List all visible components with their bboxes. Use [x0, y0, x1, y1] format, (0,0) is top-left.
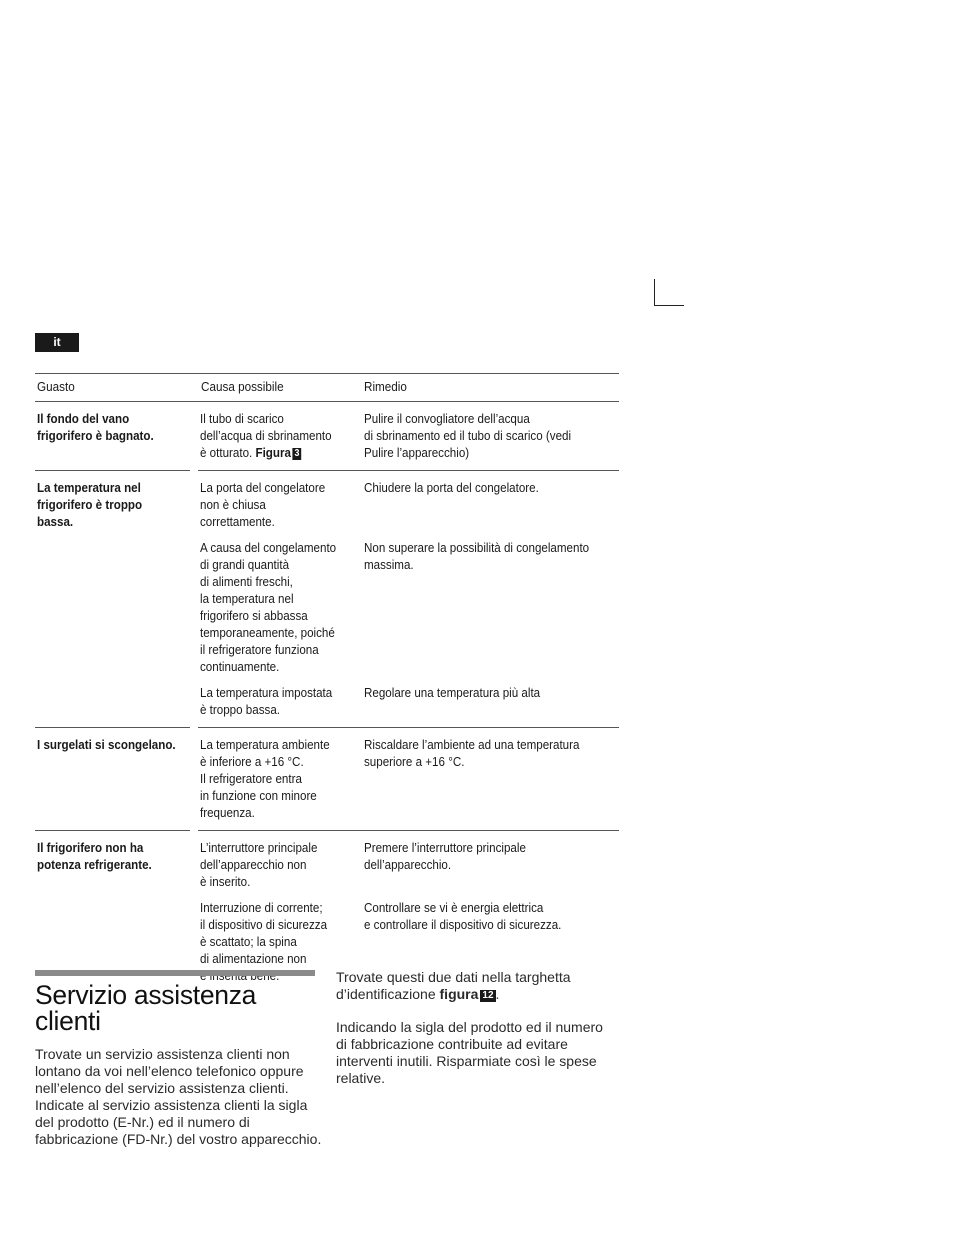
cell-line: non è chiusa — [200, 497, 266, 512]
fault-cell — [37, 839, 152, 873]
fault-cell — [37, 736, 176, 753]
cell-line: è troppo bassa. — [200, 702, 281, 717]
cell-line: frigorifero è bagnato. — [37, 428, 154, 443]
cell-line: La porta del congelatore — [200, 480, 326, 495]
cell-line: è inserito. — [200, 874, 251, 889]
cell-line: La temperatura ambiente — [200, 737, 330, 752]
cell-line: la temperatura nel — [200, 591, 294, 606]
troubleshooting-table — [35, 373, 619, 994]
cell-line: e controllare il dispositivo di sicurezza. — [364, 917, 562, 932]
remedy-cell — [364, 479, 539, 496]
cause-cell — [200, 839, 317, 890]
section-body: Trovate un servizio assistenza clienti non lontano da voi nell’elenco telefonico oppure nell’elenco del servizio assistenza clienti. Indicate al servizio assistenza clienti la sigla del prodotto (E-Nr.) ed il numero di fabbricazione (FD-Nr.) del vostro apparecchio. — [35, 1046, 322, 1147]
cell-line: è otturato. — [200, 445, 253, 460]
cell-line: Pulire l’apparecchio) — [364, 445, 470, 460]
fault-cell — [37, 479, 142, 530]
cell-line: di sbrinamento ed il tubo di scarico (vedi — [364, 428, 572, 443]
cell-line: I surgelati si scongelano. — [37, 737, 176, 752]
table-row — [35, 728, 619, 831]
cell-line: frequenza. — [200, 805, 255, 820]
remedy-cell — [364, 736, 579, 770]
cell-line: dell’apparecchio non — [200, 857, 307, 872]
figure-number-badge: 12 — [482, 990, 494, 1001]
figure-label: Figura — [255, 445, 291, 460]
cell-line: potenza refrigerante. — [37, 857, 152, 872]
cell-line: di alimentazione non — [200, 951, 307, 966]
cell-line: frigorifero si abbassa — [200, 608, 308, 623]
section-title: Servizio assistenza clienti — [35, 980, 257, 1036]
service-right-column — [336, 969, 616, 1103]
figure-number-badge: 3 — [294, 448, 300, 459]
cause-cell — [200, 479, 325, 530]
figure-label: figura — [439, 986, 479, 1002]
cell-line: è inferiore a +16 °C. — [200, 754, 304, 769]
cell-line: Riscaldare l’ambiente ad una temperatura — [364, 737, 580, 752]
table-row — [35, 402, 619, 471]
cell-line: L’interruttore principale — [200, 840, 318, 855]
cause-cell — [200, 539, 336, 675]
cell-line: continuamente. — [200, 659, 280, 674]
cell-line: Interruzione di corrente; — [200, 900, 323, 915]
cell-line: Il fondo del vano — [37, 411, 130, 426]
section-divider-bar — [35, 970, 315, 976]
cell-line: il refrigeratore funziona — [200, 642, 319, 657]
table-body — [35, 402, 619, 994]
cell-line: temporaneamente, poiché — [200, 625, 335, 640]
nameplate-text: Trovate questi due dati nella targhetta d’identificazione — [336, 969, 571, 1002]
figure-reference — [252, 445, 301, 460]
cell-line: massima. — [364, 557, 414, 572]
header-remedy: Rimedio — [364, 379, 407, 394]
remedy-cell — [364, 899, 561, 933]
cell-line: è scattato; la spina — [200, 934, 297, 949]
header-cause: Causa possibile — [201, 379, 284, 394]
cell-line: Il frigorifero non ha — [37, 840, 144, 855]
header-fault: Guasto — [37, 379, 75, 394]
cell-line: Non superare la possibilità di congelamento — [364, 540, 590, 555]
cell-line: La temperatura nel — [37, 480, 141, 495]
cell-line: La temperatura impostata — [200, 685, 333, 700]
table-row — [35, 471, 619, 728]
crop-mark — [654, 279, 684, 306]
cell-line: correttamente. — [200, 514, 275, 529]
cell-line: bassa. — [37, 514, 74, 529]
cell-line: frigorifero è troppo — [37, 497, 143, 512]
advice-paragraph: Indicando la sigla del prodotto ed il numero di fabbricazione contribuite ad evitare interventi inutili. Risparmiate così le spese relative. — [336, 1019, 603, 1086]
remedy-cell — [364, 539, 589, 573]
cell-line: Premere l’interruttore principale — [364, 840, 526, 855]
cell-line: A causa del congelamento — [200, 540, 337, 555]
cell-line: di alimenti freschi, — [200, 574, 293, 589]
remedy-cell — [364, 684, 540, 701]
fault-cell — [37, 410, 154, 444]
language-badge: it — [35, 333, 79, 352]
cell-line: in funzione con minore — [200, 788, 317, 803]
cause-cell — [200, 684, 332, 718]
cell-line: Il refrigeratore entra — [200, 771, 302, 786]
cause-cell — [200, 410, 332, 461]
remedy-cell — [364, 839, 526, 873]
cell-line: Il tubo di scarico — [200, 411, 284, 426]
cell-line: Chiudere la porta del congelatore. — [364, 480, 539, 495]
cause-cell — [200, 736, 330, 821]
cell-line: Pulire il convogliatore dell’acqua — [364, 411, 530, 426]
nameplate-paragraph — [336, 969, 616, 1003]
table-header — [35, 373, 619, 402]
cell-line: dell’acqua di sbrinamento — [200, 428, 332, 443]
remedy-cell — [364, 410, 571, 461]
cell-line: superiore a +16 °C. — [364, 754, 465, 769]
cell-line: di grandi quantità — [200, 557, 290, 572]
cell-line: il dispositivo di sicurezza — [200, 917, 328, 932]
cell-line: Regolare una temperatura più alta — [364, 685, 541, 700]
cell-line: dell’apparecchio. — [364, 857, 452, 872]
cell-line: Controllare se vi è energia elettrica — [364, 900, 544, 915]
nameplate-text-end: . — [495, 986, 500, 1002]
